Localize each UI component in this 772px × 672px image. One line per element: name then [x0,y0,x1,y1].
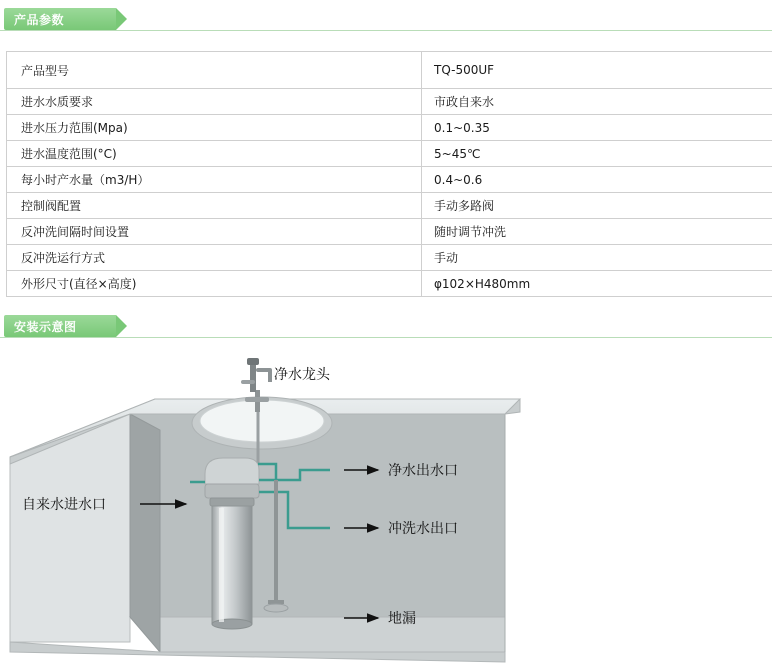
spec-key: 产品型号 [7,52,422,89]
table-row [7,219,772,245]
spec-key: 进水温度范围(°C) [7,141,422,167]
table-row [7,52,772,89]
table-row [7,271,772,297]
section-title-spec: 产品参数 [14,11,64,28]
spec-value: 市政自来水 [422,89,772,115]
label-tap-water-inlet: 自来水进水口 [22,496,106,513]
section-title-install: 安装示意图 [14,318,77,335]
spec-key: 反冲洗间隔时间设置 [7,219,422,245]
table-row [7,89,772,115]
section-header-install [4,315,134,337]
spec-value: 0.4~0.6 [422,167,772,193]
floor-drain-icon [264,604,288,612]
spec-table [6,51,772,297]
filter-cylinder [205,458,259,629]
spec-value: 0.1~0.35 [422,115,772,141]
spec-key: 外形尺寸(直径×高度) [7,271,422,297]
spec-value: φ102×H480mm [422,271,772,297]
table-row [7,193,772,219]
spec-value: 手动多路阀 [422,193,772,219]
table-row [7,167,772,193]
spec-key: 进水水质要求 [7,89,422,115]
spec-value: 随时调节冲洗 [422,219,772,245]
label-faucet: 净水龙头 [274,366,331,383]
installation-diagram [0,352,772,672]
spec-key: 控制阀配置 [7,193,422,219]
spec-value: 5~45℃ [422,141,772,167]
spec-key: 反冲洗运行方式 [7,245,422,271]
spec-value: 手动 [422,245,772,271]
table-row [7,141,772,167]
label-flush-water-outlet: 冲洗水出口 [388,520,458,537]
spec-value: TQ-500UF [422,52,772,89]
section-divider-spec [0,30,772,31]
spec-key: 每小时产水量（m3/H） [7,167,422,193]
section-divider-install [0,337,772,338]
section-header-spec [4,8,134,30]
table-row [7,245,772,271]
spec-table-container [6,51,766,297]
table-row [7,115,772,141]
spec-key: 进水压力范围(Mpa) [7,115,422,141]
label-floor-drain: 地漏 [388,610,416,627]
label-pure-water-outlet: 净水出水口 [388,462,458,479]
